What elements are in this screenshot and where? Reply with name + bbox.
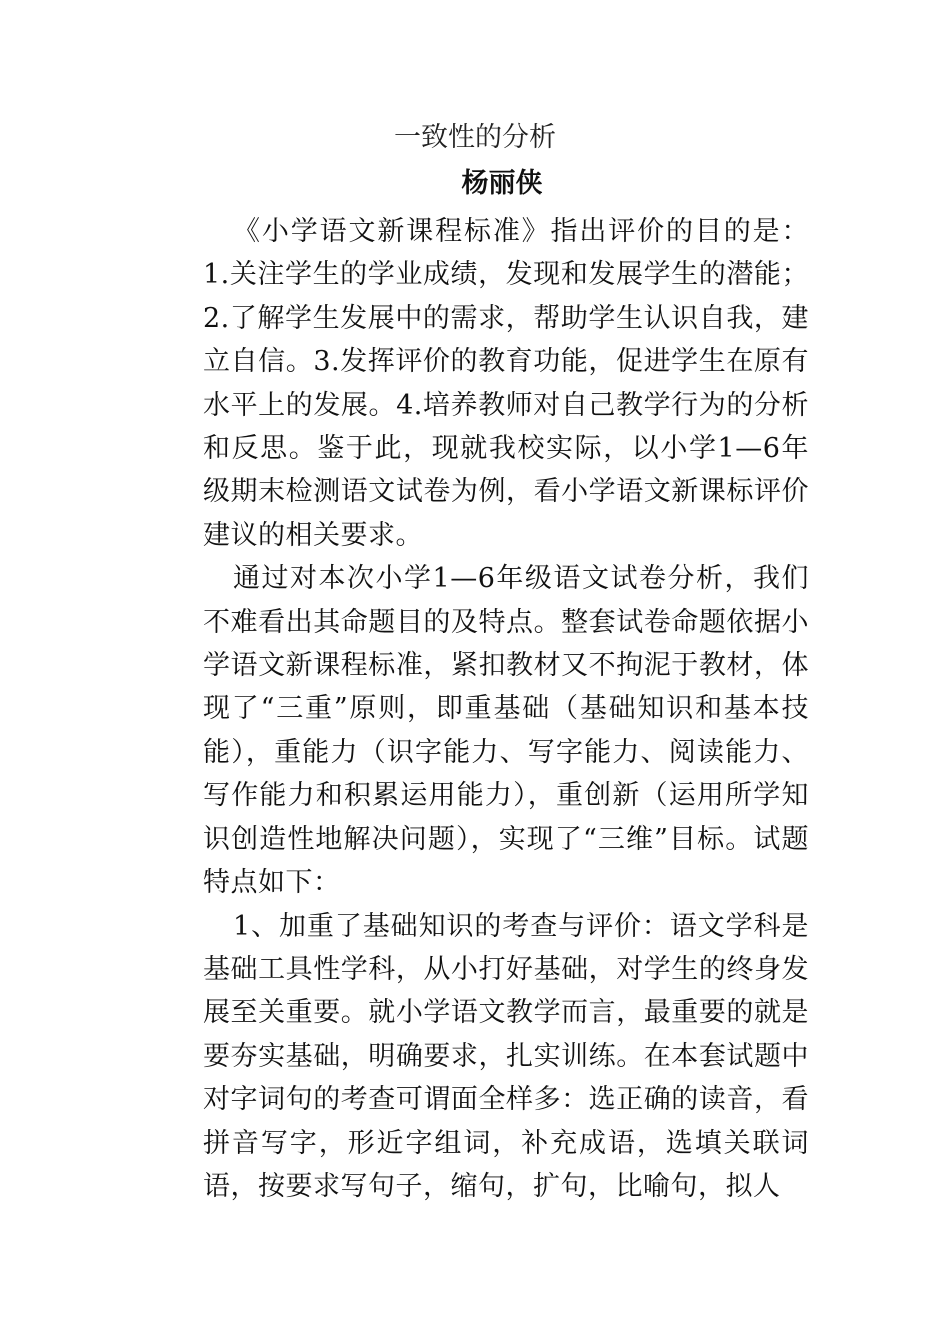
paragraph-3: 1、加重了基础知识的考查与评价：语文学科是基础工具性学科，从小打好基础，对学生的终身发展至关重要。就小学语文教学而言，最重要的就是要夯实基础，明确要求，扎实训练。在本套试题中对字词句的考查可谓面全样多：选正确的读音，看拼音写字，形近字组词，补充成语，选填关联词语，按要求写句子，缩句，扩句，比喻句，拟人	[203, 910, 809, 1202]
paragraph-1: 《小学语文新课程标准》指出评价的目的是：1.关注学生的学业成绩，发现和发展学生的潜能；2.了解学生发展中的需求，帮助学生认识自我，建立自信。3.发挥评价的教育功能，促进学生在原有水平上的发展。4.培养教师对自己教学行为的分析和反思。鉴于此，现就我校实际，以小学1—6年级期末检测语文试卷为例，看小学语文新课标评价建议的相关要求。	[203, 216, 809, 551]
document-title: 一致性的分析	[394, 122, 556, 153]
paragraph-2: 通过对本次小学1—6年级语文试卷分析，我们不难看出其命题目的及特点。整套试卷命题依据小学语文新课程标准，紧扣教材又不拘泥于教材，体现了“三重”原则，即重基础（基础知识和基本技能），重能力（识字能力、写字能力、阅读能力、写作能力和积累运用能力），重创新（运用所学知识创造性地解决问题），实现了“三维”目标。试题特点如下：	[203, 563, 809, 899]
document-body	[203, 210, 809, 1208]
document-author: 杨丽侠	[461, 168, 543, 199]
